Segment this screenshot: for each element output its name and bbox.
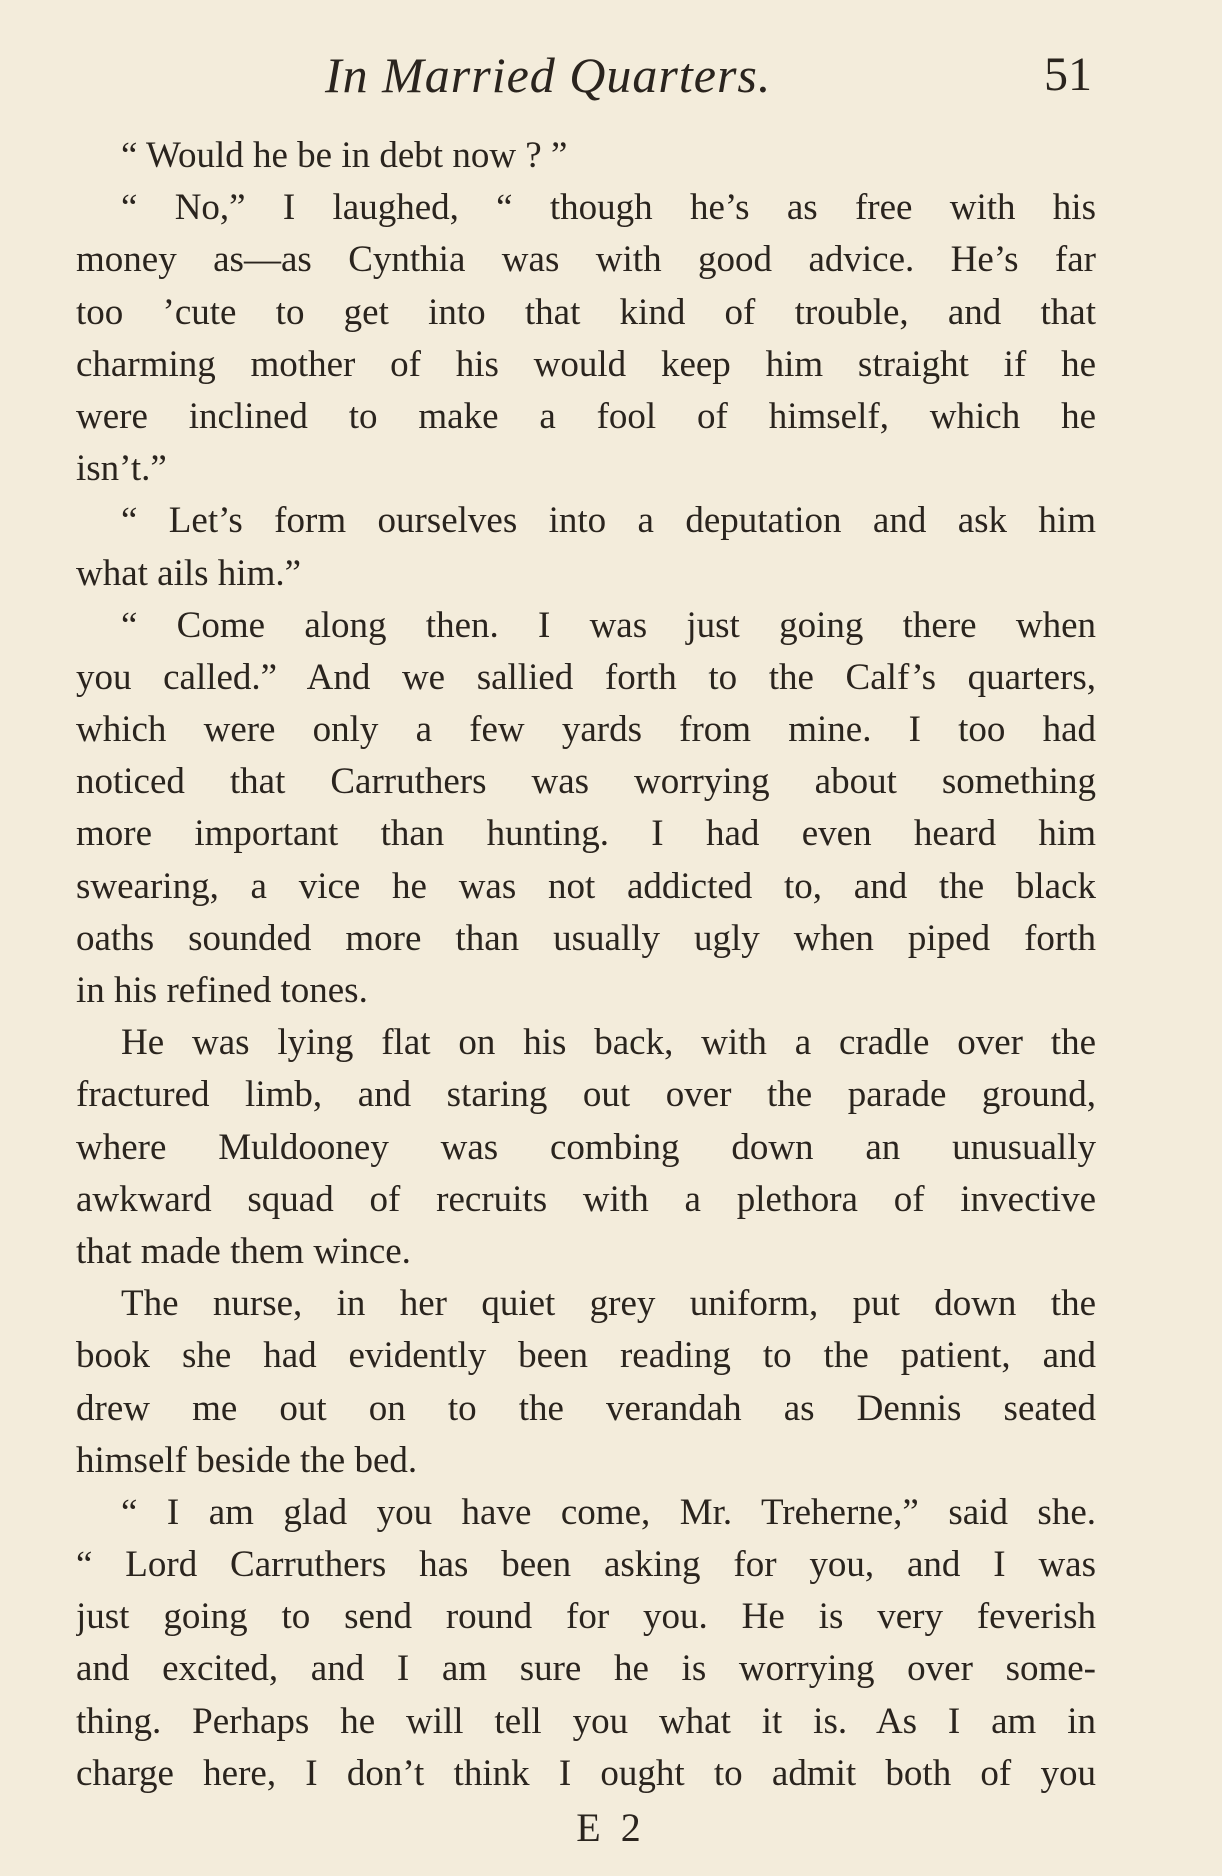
text-line: “ Come along then. I was just going there when bbox=[121, 604, 1096, 646]
body-text bbox=[76, 130, 1096, 1800]
text-line: what ails him.” bbox=[76, 552, 302, 594]
text-line: charge here, I don’t think I ought to admit both of you bbox=[76, 1752, 1096, 1794]
text-line: himself beside the bed. bbox=[76, 1439, 418, 1481]
text-line: isn’t.” bbox=[76, 448, 167, 490]
signature-mark: E 2 bbox=[576, 1805, 646, 1850]
text-line: in his refined tones. bbox=[76, 970, 368, 1011]
text-line: “ Lord Carruthers has been asking for you, and I was bbox=[76, 1544, 1096, 1586]
text-line: “ No,” I laughed, “ though he’s as free with his bbox=[121, 187, 1096, 229]
page-number: 51 bbox=[1044, 48, 1092, 101]
text-line: The nurse, in her quiet grey uniform, put down the bbox=[121, 1283, 1096, 1325]
text-line: thing. Perhaps he will tell you what it is. As I am in bbox=[76, 1700, 1096, 1742]
text-line: “ Would he be in debt now ? ” bbox=[121, 135, 568, 176]
running-head bbox=[0, 40, 1222, 110]
text-line: were inclined to make a fool of himself, which he bbox=[76, 395, 1096, 437]
text-line: fractured limb, and staring out over the parade ground, bbox=[76, 1074, 1096, 1116]
text-line: drew me out on to the verandah as Dennis seated bbox=[76, 1387, 1096, 1429]
text-line: too ’cute to get into that kind of trouble, and that bbox=[76, 291, 1096, 333]
text-line: noticed that Carruthers was worrying about something bbox=[76, 761, 1096, 803]
text-line: oaths sounded more than usually ugly when piped forth bbox=[76, 917, 1096, 959]
text-line: charming mother of his would keep him straight if he bbox=[76, 343, 1096, 385]
text-line: “ I am glad you have come, Mr. Treherne,” said she. bbox=[121, 1491, 1096, 1533]
text-line: swearing, a vice he was not addicted to, and the black bbox=[76, 865, 1096, 907]
text-line: you called.” And we sallied forth to the Calf’s quarters, bbox=[76, 656, 1096, 698]
text-line: that made them wince. bbox=[76, 1230, 411, 1272]
text-line: He was lying flat on his back, with a cradle over the bbox=[121, 1022, 1096, 1064]
text-line: which were only a few yards from mine. I too had bbox=[76, 709, 1096, 751]
text-line: book she had evidently been reading to the patient, and bbox=[76, 1335, 1096, 1377]
running-title: In Married Quarters. bbox=[325, 47, 772, 103]
text-line: awkward squad of recruits with a plethora of invective bbox=[76, 1178, 1096, 1220]
text-line: where Muldooney was combing down an unusually bbox=[76, 1126, 1096, 1168]
text-line: money as—as Cynthia was with good advice. He’s far bbox=[76, 239, 1096, 281]
text-line: more important than hunting. I had even heard him bbox=[76, 813, 1096, 855]
text-line: just going to send round for you. He is very feverish bbox=[76, 1596, 1096, 1638]
text-line: and excited, and I am sure he is worrying over some- bbox=[76, 1648, 1096, 1690]
text-line: “ Let’s form ourselves into a deputation and ask him bbox=[121, 500, 1096, 542]
